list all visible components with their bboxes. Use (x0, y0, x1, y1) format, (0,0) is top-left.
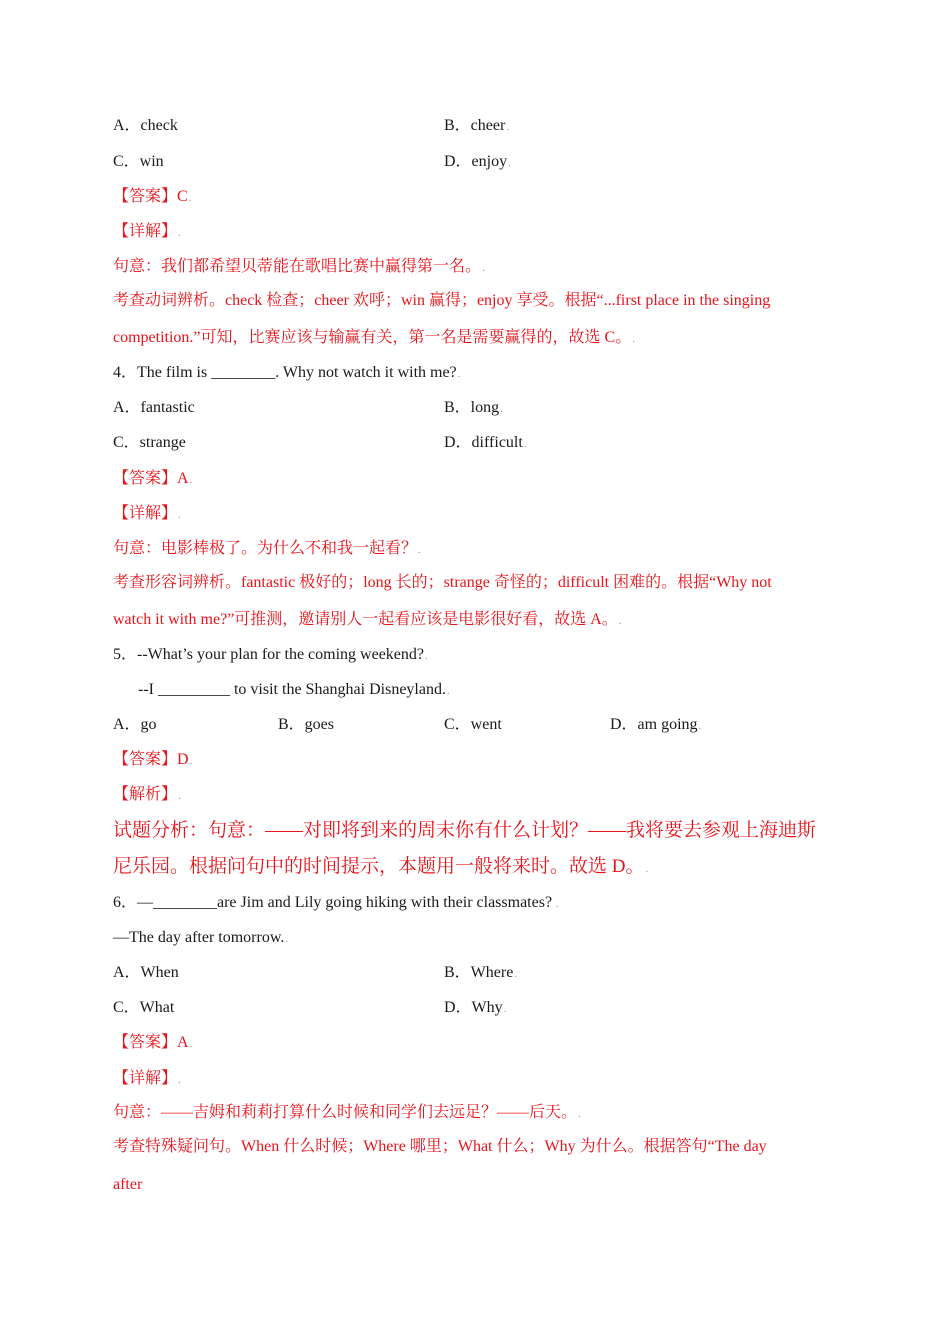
q4-question: 4．The film is ________. Why not watch it with me?. (113, 364, 461, 381)
q6-meaning: 句意：——吉姆和莉莉打算什么时候和同学们去远足？——后天。. (113, 1104, 581, 1121)
q4-analysis-line1: 考查形容词辨析。fantastic 极好的；long 长的；strange 奇怪的；difficult 困难的。根据“Why not (113, 574, 772, 591)
q5-detail-label: 【解析】. (113, 786, 181, 803)
q6-detail-label: 【详解】. (113, 1070, 181, 1087)
q4-detail-label: 【详解】. (113, 505, 181, 522)
q3-option-d: D．enjoy. (444, 153, 511, 170)
q5-answer: 【答案】D. (113, 751, 193, 768)
q6-question-line2: —The day after tomorrow.. (113, 929, 289, 946)
q5-option-c: C．went (444, 716, 502, 733)
q4-analysis-line2: watch it with me?”可推测，邀请别人一起看应该是电影很好看，故选 A。. (113, 611, 622, 628)
q4-answer: 【答案】A. (113, 470, 193, 487)
q4-option-a: A．fantastic (113, 399, 195, 416)
q6-option-b: B．Where. (444, 964, 518, 981)
q6-analysis-line2: after (113, 1176, 143, 1193)
q5-analysis-line1: 试题分析：句意：——对即将到来的周末你有什么计划？——我将要去参观上海迪斯 (113, 820, 817, 841)
q4-option-d: D．difficult. (444, 434, 527, 451)
q5-question-line2: --I _________ to visit the Shanghai Disneyland.. (138, 681, 450, 698)
q3-analysis-line1: 考查动词辨析。check 检查；cheer 欢呼；win 赢得；enjoy 享受。根据“...first place in the singing (113, 292, 771, 309)
q5-analysis-line2: 尼乐园。根据问句中的时间提示，本题用一般将来时。故选 D。. (113, 856, 649, 877)
q3-detail-label: 【详解】. (113, 223, 181, 240)
q5-option-b: B．goes (278, 716, 335, 733)
q5-option-d: D．am going. (610, 716, 702, 733)
q5-option-a: A．go (113, 716, 157, 733)
q6-option-c: C．What (113, 999, 175, 1016)
q6-option-d: D．Why. (444, 999, 507, 1016)
q3-answer: 【答案】C. (113, 188, 192, 205)
q3-option-c: C．win (113, 153, 164, 170)
q4-meaning: 句意：电影棒极了。为什么不和我一起看？. (113, 540, 421, 557)
q4-option-b: B．long. (444, 399, 503, 416)
q3-option-a: A．check (113, 117, 178, 134)
q6-question: 6．—________are Jim and Lily going hiking with their classmates? . (113, 894, 559, 911)
q6-option-a: A．When (113, 964, 179, 981)
q5-question: 5．--What’s your plan for the coming weekend?. (113, 646, 428, 663)
q3-option-b: B．cheer. (444, 117, 510, 134)
q4-option-c: C．strange (113, 434, 186, 451)
q3-meaning: 句意：我们都希望贝蒂能在歌唱比赛中赢得第一名。. (113, 258, 485, 275)
q6-answer: 【答案】A. (113, 1034, 193, 1051)
q6-analysis-line1: 考查特殊疑问句。When 什么时候；Where 哪里；What 什么；Why 为什么。根据答句“The day (113, 1138, 767, 1155)
q3-analysis-line2: competition.”可知，比赛应该与输赢有关，第一名是需要赢得的，故选 C。. (113, 329, 635, 346)
